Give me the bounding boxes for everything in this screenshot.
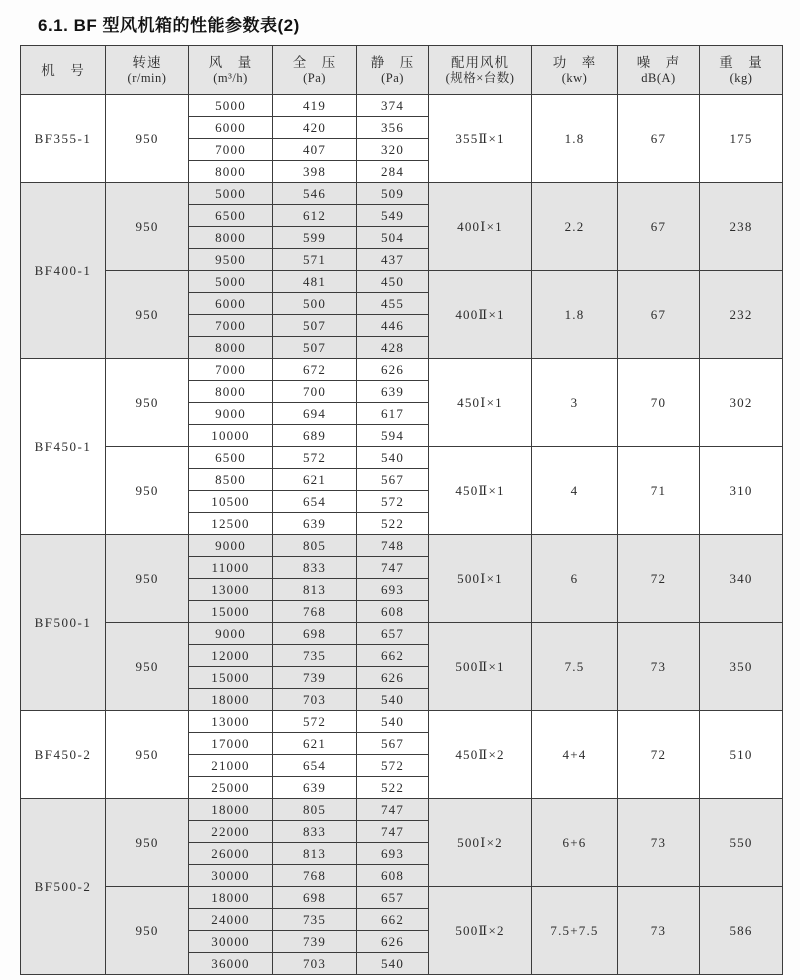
cell-static-pressure: 657 <box>357 887 429 909</box>
cell-flow: 15000 <box>189 667 273 689</box>
cell-total-pressure: 639 <box>273 513 357 535</box>
col-header-static-pressure-label: 静 压 <box>370 55 415 70</box>
cell-total-pressure: 700 <box>273 381 357 403</box>
cell-flow: 9000 <box>189 403 273 425</box>
cell-static-pressure: 594 <box>357 425 429 447</box>
cell-weight: 350 <box>700 623 783 711</box>
cell-flow: 6500 <box>189 205 273 227</box>
cell-flow: 12000 <box>189 645 273 667</box>
cell-total-pressure: 735 <box>273 645 357 667</box>
cell-total-pressure: 500 <box>273 293 357 315</box>
cell-model: BF500-2 <box>21 799 106 975</box>
cell-total-pressure: 694 <box>273 403 357 425</box>
cell-static-pressure: 540 <box>357 689 429 711</box>
cell-static-pressure: 608 <box>357 865 429 887</box>
cell-weight: 302 <box>700 359 783 447</box>
cell-static-pressure: 572 <box>357 755 429 777</box>
cell-total-pressure: 654 <box>273 491 357 513</box>
cell-flow: 18000 <box>189 887 273 909</box>
cell-flow: 6500 <box>189 447 273 469</box>
cell-weight: 310 <box>700 447 783 535</box>
col-header-noise-label: 噪 声 <box>636 55 681 70</box>
cell-noise: 72 <box>618 711 700 799</box>
cell-static-pressure: 522 <box>357 777 429 799</box>
cell-static-pressure: 437 <box>357 249 429 271</box>
cell-flow: 8000 <box>189 381 273 403</box>
cell-flow: 5000 <box>189 95 273 117</box>
cell-noise: 67 <box>618 95 700 183</box>
cell-total-pressure: 419 <box>273 95 357 117</box>
cell-flow: 18000 <box>189 799 273 821</box>
table-row <box>21 535 783 557</box>
cell-speed: 950 <box>106 359 189 447</box>
cell-flow: 30000 <box>189 865 273 887</box>
cell-total-pressure: 507 <box>273 337 357 359</box>
cell-power: 7.5 <box>532 623 618 711</box>
cell-noise: 73 <box>618 623 700 711</box>
col-header-speed-label: 转速 <box>132 55 162 70</box>
cell-flow: 18000 <box>189 689 273 711</box>
cell-noise: 72 <box>618 535 700 623</box>
cell-total-pressure: 621 <box>273 733 357 755</box>
cell-model: BF450-1 <box>21 359 106 535</box>
cell-total-pressure: 698 <box>273 623 357 645</box>
col-header-fan-label: 配用风机 <box>451 55 509 70</box>
cell-static-pressure: 509 <box>357 183 429 205</box>
cell-fan-spec: 450Ⅱ×2 <box>429 711 532 799</box>
col-header-flow <box>189 46 273 95</box>
cell-total-pressure: 672 <box>273 359 357 381</box>
cell-total-pressure: 507 <box>273 315 357 337</box>
cell-total-pressure: 805 <box>273 535 357 557</box>
cell-speed: 950 <box>106 535 189 623</box>
cell-power: 3 <box>532 359 618 447</box>
cell-static-pressure: 657 <box>357 623 429 645</box>
table-row <box>21 799 783 821</box>
col-header-total-pressure-label: 全 压 <box>292 55 337 70</box>
cell-total-pressure: 639 <box>273 777 357 799</box>
cell-static-pressure: 284 <box>357 161 429 183</box>
col-header-speed <box>106 46 189 95</box>
cell-flow: 7000 <box>189 359 273 381</box>
cell-static-pressure: 747 <box>357 557 429 579</box>
cell-noise: 73 <box>618 887 700 975</box>
cell-speed: 950 <box>106 711 189 799</box>
cell-total-pressure: 768 <box>273 865 357 887</box>
cell-weight: 340 <box>700 535 783 623</box>
cell-weight: 238 <box>700 183 783 271</box>
cell-fan-spec: 500Ⅱ×2 <box>429 887 532 975</box>
col-header-speed-unit: (r/min) <box>127 71 167 85</box>
cell-static-pressure: 450 <box>357 271 429 293</box>
cell-fan-spec: 500Ⅱ×1 <box>429 623 532 711</box>
cell-total-pressure: 612 <box>273 205 357 227</box>
page-title: 6.1. BF 型风机箱的性能参数表(2) <box>38 16 300 35</box>
col-header-weight-unit: (kg) <box>729 71 753 85</box>
cell-total-pressure: 805 <box>273 799 357 821</box>
cell-total-pressure: 398 <box>273 161 357 183</box>
cell-total-pressure: 813 <box>273 843 357 865</box>
cell-total-pressure: 481 <box>273 271 357 293</box>
col-header-power-label: 功 率 <box>552 55 597 70</box>
cell-power: 4+4 <box>532 711 618 799</box>
col-header-flow-unit: (m³/h) <box>213 71 248 85</box>
cell-total-pressure: 654 <box>273 755 357 777</box>
cell-power: 7.5+7.5 <box>532 887 618 975</box>
table-row <box>21 271 783 293</box>
cell-static-pressure: 626 <box>357 667 429 689</box>
cell-flow: 26000 <box>189 843 273 865</box>
cell-flow: 8500 <box>189 469 273 491</box>
cell-speed: 950 <box>106 623 189 711</box>
cell-total-pressure: 735 <box>273 909 357 931</box>
cell-noise: 67 <box>618 183 700 271</box>
cell-total-pressure: 833 <box>273 557 357 579</box>
table-body <box>21 95 783 975</box>
cell-total-pressure: 599 <box>273 227 357 249</box>
cell-noise: 73 <box>618 799 700 887</box>
col-header-flow-label: 风 量 <box>208 55 253 70</box>
table-row <box>21 887 783 909</box>
cell-speed: 950 <box>106 95 189 183</box>
cell-total-pressure: 420 <box>273 117 357 139</box>
table-row <box>21 95 783 117</box>
col-header-static-pressure <box>357 46 429 95</box>
cell-static-pressure: 320 <box>357 139 429 161</box>
cell-total-pressure: 571 <box>273 249 357 271</box>
table-row <box>21 359 783 381</box>
cell-power: 2.2 <box>532 183 618 271</box>
col-header-fan-unit: (规格×台数) <box>445 71 515 85</box>
cell-speed: 950 <box>106 183 189 271</box>
cell-static-pressure: 662 <box>357 909 429 931</box>
cell-static-pressure: 549 <box>357 205 429 227</box>
cell-total-pressure: 703 <box>273 953 357 975</box>
cell-static-pressure: 567 <box>357 733 429 755</box>
cell-speed: 950 <box>106 799 189 887</box>
cell-flow: 21000 <box>189 755 273 777</box>
cell-total-pressure: 689 <box>273 425 357 447</box>
cell-fan-spec: 450Ⅱ×1 <box>429 447 532 535</box>
cell-flow: 6000 <box>189 293 273 315</box>
cell-power: 1.8 <box>532 271 618 359</box>
cell-total-pressure: 703 <box>273 689 357 711</box>
cell-total-pressure: 572 <box>273 447 357 469</box>
cell-power: 1.8 <box>532 95 618 183</box>
cell-flow: 22000 <box>189 821 273 843</box>
cell-speed: 950 <box>106 447 189 535</box>
col-header-weight-label: 重 量 <box>719 55 763 70</box>
cell-power: 4 <box>532 447 618 535</box>
cell-flow: 15000 <box>189 601 273 623</box>
cell-static-pressure: 748 <box>357 535 429 557</box>
cell-fan-spec: 400Ⅱ×1 <box>429 271 532 359</box>
cell-fan-spec: 355Ⅱ×1 <box>429 95 532 183</box>
cell-static-pressure: 747 <box>357 799 429 821</box>
cell-total-pressure: 768 <box>273 601 357 623</box>
cell-static-pressure: 540 <box>357 953 429 975</box>
table-row <box>21 623 783 645</box>
cell-total-pressure: 407 <box>273 139 357 161</box>
cell-static-pressure: 455 <box>357 293 429 315</box>
cell-fan-spec: 500Ⅰ×2 <box>429 799 532 887</box>
cell-static-pressure: 693 <box>357 843 429 865</box>
cell-flow: 8000 <box>189 161 273 183</box>
cell-static-pressure: 626 <box>357 359 429 381</box>
col-header-model-label: 机 号 <box>41 62 85 78</box>
table-row <box>21 711 783 733</box>
cell-flow: 7000 <box>189 315 273 337</box>
cell-static-pressure: 608 <box>357 601 429 623</box>
cell-weight: 586 <box>700 887 783 975</box>
cell-weight: 510 <box>700 711 783 799</box>
cell-fan-spec: 450Ⅰ×1 <box>429 359 532 447</box>
cell-flow: 30000 <box>189 931 273 953</box>
cell-flow: 9000 <box>189 623 273 645</box>
cell-static-pressure: 747 <box>357 821 429 843</box>
cell-static-pressure: 446 <box>357 315 429 337</box>
cell-flow: 8000 <box>189 227 273 249</box>
cell-flow: 36000 <box>189 953 273 975</box>
cell-flow: 8000 <box>189 337 273 359</box>
cell-flow: 12500 <box>189 513 273 535</box>
col-header-power <box>532 46 618 95</box>
cell-speed: 950 <box>106 271 189 359</box>
cell-static-pressure: 567 <box>357 469 429 491</box>
cell-total-pressure: 739 <box>273 667 357 689</box>
cell-static-pressure: 504 <box>357 227 429 249</box>
col-header-noise <box>618 46 700 95</box>
cell-fan-spec: 500Ⅰ×1 <box>429 535 532 623</box>
cell-static-pressure: 617 <box>357 403 429 425</box>
table-header-row <box>21 46 783 95</box>
cell-static-pressure: 626 <box>357 931 429 953</box>
cell-weight: 232 <box>700 271 783 359</box>
col-header-fan <box>429 46 532 95</box>
cell-weight: 550 <box>700 799 783 887</box>
cell-total-pressure: 833 <box>273 821 357 843</box>
cell-static-pressure: 522 <box>357 513 429 535</box>
cell-power: 6+6 <box>532 799 618 887</box>
col-header-weight <box>700 46 783 95</box>
cell-flow: 6000 <box>189 117 273 139</box>
col-header-static-pressure-unit: (Pa) <box>381 71 404 85</box>
cell-model: BF500-1 <box>21 535 106 711</box>
cell-total-pressure: 813 <box>273 579 357 601</box>
cell-flow: 9500 <box>189 249 273 271</box>
col-header-noise-unit: dB(A) <box>641 71 676 85</box>
cell-flow: 24000 <box>189 909 273 931</box>
cell-total-pressure: 621 <box>273 469 357 491</box>
cell-flow: 5000 <box>189 271 273 293</box>
performance-table <box>20 45 783 975</box>
cell-static-pressure: 540 <box>357 447 429 469</box>
cell-static-pressure: 693 <box>357 579 429 601</box>
cell-model: BF355-1 <box>21 95 106 183</box>
cell-flow: 25000 <box>189 777 273 799</box>
col-header-model <box>21 46 106 95</box>
cell-weight: 175 <box>700 95 783 183</box>
cell-noise: 67 <box>618 271 700 359</box>
cell-fan-spec: 400Ⅰ×1 <box>429 183 532 271</box>
cell-flow: 13000 <box>189 579 273 601</box>
cell-flow: 5000 <box>189 183 273 205</box>
cell-flow: 9000 <box>189 535 273 557</box>
cell-total-pressure: 572 <box>273 711 357 733</box>
cell-static-pressure: 374 <box>357 95 429 117</box>
cell-static-pressure: 639 <box>357 381 429 403</box>
cell-noise: 71 <box>618 447 700 535</box>
cell-static-pressure: 428 <box>357 337 429 359</box>
cell-flow: 10000 <box>189 425 273 447</box>
cell-static-pressure: 572 <box>357 491 429 513</box>
cell-flow: 7000 <box>189 139 273 161</box>
table-row <box>21 183 783 205</box>
cell-static-pressure: 540 <box>357 711 429 733</box>
cell-noise: 70 <box>618 359 700 447</box>
table-header <box>21 46 783 95</box>
cell-model: BF400-1 <box>21 183 106 359</box>
cell-flow: 13000 <box>189 711 273 733</box>
cell-static-pressure: 662 <box>357 645 429 667</box>
cell-flow: 10500 <box>189 491 273 513</box>
col-header-power-unit: (kw) <box>561 71 588 85</box>
table-row <box>21 447 783 469</box>
cell-speed: 950 <box>106 887 189 975</box>
cell-flow: 11000 <box>189 557 273 579</box>
col-header-total-pressure <box>273 46 357 95</box>
col-header-total-pressure-unit: (Pa) <box>303 71 326 85</box>
cell-flow: 17000 <box>189 733 273 755</box>
cell-static-pressure: 356 <box>357 117 429 139</box>
cell-total-pressure: 546 <box>273 183 357 205</box>
cell-power: 6 <box>532 535 618 623</box>
cell-total-pressure: 739 <box>273 931 357 953</box>
cell-total-pressure: 698 <box>273 887 357 909</box>
cell-model: BF450-2 <box>21 711 106 799</box>
